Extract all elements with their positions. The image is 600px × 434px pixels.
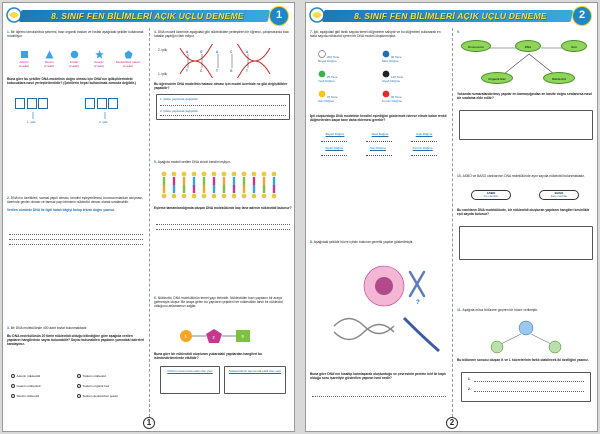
daughter-cell-l-icon: [549, 341, 561, 353]
star-shape-icon: [95, 50, 104, 59]
node-nukleotid: Nükleotid: [543, 72, 575, 84]
radio-circle-icon[interactable]: [77, 394, 81, 398]
column-divider: [149, 28, 150, 417]
phosphate-bead: [202, 194, 207, 199]
circle-shape-icon: [70, 50, 79, 59]
phosphate-bead: [182, 194, 187, 199]
phosphate-bead: [252, 172, 257, 177]
answer-box[interactable]: [85, 98, 95, 109]
button-sari: 70 Tane Sarı Düğme: [318, 90, 338, 103]
question-4: [154, 30, 292, 150]
phosphate-bead: [192, 172, 197, 177]
radio-circle-icon[interactable]: [11, 384, 15, 388]
base-rung: [263, 185, 265, 193]
question-6: [154, 296, 292, 426]
option-guanin[interactable]: Guanin nükleotidi: [11, 384, 40, 388]
square-shape-icon: [20, 50, 29, 59]
question-9: [457, 30, 595, 148]
answer-2-label: 2. iplikte yapılacak değişiklik:: [160, 109, 199, 113]
option-adenin[interactable]: Adenin nükleotidi: [11, 374, 40, 378]
mitosis-division-diagram: [481, 318, 571, 354]
phosphate-bead: [232, 172, 237, 177]
question-text: Aşağıda mitoz bölünme geçiren bir hücre verilmiştir.: [462, 308, 538, 312]
strand-bottom-label: 1. iplik: [158, 72, 168, 76]
radio-circle-icon[interactable]: [77, 374, 81, 378]
base-label: G: [230, 69, 233, 73]
parent-cell-icon: [519, 321, 533, 335]
phosphate-bead: [162, 194, 167, 199]
question-number: 4.: [154, 30, 157, 34]
dna-ladder-model: [158, 170, 288, 200]
white-button-icon: [318, 50, 326, 58]
triangle-shape-icon: [45, 50, 54, 59]
base-rung: [253, 177, 255, 185]
genetic-structures-illustration: [314, 256, 444, 366]
svg-text:1: 1: [184, 333, 187, 339]
option-sitozin[interactable]: Sitozin nükleotid: [11, 394, 39, 398]
green-button-icon: [318, 70, 326, 78]
question-number: 5.: [154, 160, 157, 164]
question-8: [310, 240, 448, 420]
phosphate-bead: [172, 194, 177, 199]
blue-button-icon: [382, 50, 390, 58]
page-badge: 1: [269, 6, 289, 26]
base-label: T: [246, 69, 248, 73]
phosphate-bead: [202, 172, 207, 177]
right-column: [154, 28, 292, 417]
phosphate-bead: [262, 194, 267, 199]
phosphate-bead: [182, 172, 187, 177]
base-rung: [163, 177, 165, 185]
question-prompt: Bu canlıların DNA molekülünde, bir nükleotidi oluşturan yapıların hangileri kesinlikle eşit sayıda bulunur?: [457, 208, 590, 217]
phosphate-bead: [272, 194, 277, 199]
page-header: [309, 6, 594, 26]
node-kromozom: Kromozom: [461, 40, 491, 52]
answer-lines[interactable]: [156, 220, 290, 230]
base-rung: [183, 177, 185, 185]
question-prompt: İpil oluşturduğu DNA modelinin kendini eşlediğini göstermek isterse elinde kalan renkli düğmelerden kaçar tane daha eklemesi gerekir?: [310, 114, 447, 123]
question-number: 6.: [154, 296, 157, 300]
strand-1-label: 1. iplik: [27, 120, 36, 124]
button-kirmizi: 30 Tane Kırmızı Düğme: [382, 90, 402, 103]
question-2: [7, 196, 145, 296]
option-toplam-organik-baz[interactable]: Toplam organik baz: [77, 384, 109, 388]
answer-box[interactable]: [461, 372, 591, 402]
question-text: Bir DNA molekülünde 400 adet fosfat bulunmaktadır.: [10, 326, 88, 330]
question-prompt: Bu öğrencinin DNA modelinin hatasız olması için model üzerinde ne gibi değişiklikler yapabilir?: [154, 82, 288, 91]
shape-sitozin: Sitozin (2 adet): [38, 50, 60, 68]
base-label: C: [230, 50, 233, 54]
base-rung: [213, 185, 215, 193]
question-10: [457, 174, 595, 280]
answer-1-label: 1.: [468, 377, 471, 381]
answer-lines[interactable]: [312, 392, 446, 397]
base-rung: [233, 185, 235, 193]
answer-box[interactable]: [15, 98, 25, 109]
node-dna: DNA: [515, 40, 541, 52]
answer-box[interactable]: [27, 98, 37, 109]
shape-adenin: Adenin (2 adet): [13, 50, 35, 68]
base-rung: [273, 177, 275, 185]
page-header: [6, 6, 291, 26]
question-number: 2.: [7, 196, 10, 200]
question-mark-icon: ?: [416, 300, 420, 306]
base-rung: [223, 185, 225, 193]
page-title: 8. SINIF FEN BİLİMLERİ AÇIK UÇLU DENEME: [354, 11, 547, 21]
phosphate-bead: [232, 194, 237, 199]
dna-helix-diagram: [158, 44, 288, 78]
node-organik-baz: Organik Baz: [481, 72, 513, 84]
button-inventory: [318, 50, 442, 110]
answer-box[interactable]: [108, 98, 118, 109]
base-label: G: [200, 50, 203, 54]
answer-box[interactable]: [459, 226, 593, 260]
button-beyaz: 200 Tane Beyaz Düğme: [318, 50, 339, 63]
question-text: Aşağıdaki şekilde hücre içinde bulunan genetik yapılar gösterilmiştir.: [313, 240, 414, 244]
base-rung: [163, 185, 165, 193]
base-rung: [233, 177, 235, 185]
base-rung: [203, 185, 205, 193]
phosphate-bead: [242, 194, 247, 199]
page-number: 2: [446, 417, 458, 429]
button-mavi: 30 Tane Mavi Düğme: [382, 50, 402, 63]
base-label: A: [216, 50, 219, 54]
base-rung: [243, 177, 245, 185]
question-prompt: Buna göre DNA'nın kısaltıp kalınlaşarak oluşturduğu ve çevresinin protein kılıf ile kaplı olduğu soru işaretiyle gösterilen yapının ismi nedir?: [310, 372, 446, 381]
pentagon-shape-icon: [124, 50, 133, 59]
phosphate-bead: [212, 172, 217, 177]
answer-table: Beyaz Düğme Mavi Düğme Yeşil Düğme Siyah Düğme Sarı Düğme Kırmızı Düğme: [312, 132, 446, 156]
shape-guanin: Guanin (2 adet): [88, 50, 110, 68]
question-1: [7, 30, 145, 134]
column-divider: [452, 28, 453, 417]
question-text: Aşağıda modeli verilen DNA zinciri kendini eşliyor.: [157, 160, 231, 164]
strand-top-label: 2. iplik: [158, 48, 168, 52]
question-prompt: Yukarıda numaralandırılmış yapılar en karmaşığından en basite doğru sıralanırsa nasıl bir sıralama elde edilir?: [457, 92, 592, 101]
question-number: 1.: [7, 30, 10, 34]
shape-deoksiriboz: Deoksiriboz şekeri (2 adet): [113, 50, 143, 68]
worksheet-page-2: [305, 2, 598, 432]
question-prompt: Buna göre bir nükleotidi oluşturan yukarıdaki yapılardan hangileri bu isimlendirilmelerde etkilidir?: [154, 352, 263, 361]
question-prompt: Buna göre bu şekiller DNA modelinin doğru olması için DNA'nın iplikçiklerindeki kutucuklara nasıl yerleştirilmelidir? (Şekillerin hepsi kullanılmak zorunda değildir.): [7, 77, 136, 86]
base-rung: [183, 185, 185, 193]
base-rung: [193, 177, 195, 185]
question-text: Bir öğrenci deoksiriboz şekerini, bazı organik bazları ve fosfatı aşağıdaki şekiller kullanarak modelliyor.: [7, 30, 144, 39]
question-text: DNA'nın özellikleri, sarmal yapılı olması, kendini eşleyebilmesi, kromozomlardan oluşması, üzerinde genler olması ve tamsal yapı biriminin nükleotid olması olarak sıralanabilir.: [7, 196, 143, 205]
answer-1-label: 1. iplikte yapılacak değişiklik:: [160, 97, 199, 101]
question-text: DNA modeli üzerinde aşağıdaki gibi nükleotidleri yerleştiren bir öğrenci, çalışmasında bazı hatalar yaptığını fark ediyor.: [154, 30, 290, 39]
svg-text:3: 3: [241, 333, 244, 339]
base-label: T: [216, 69, 218, 73]
radio-circle-icon[interactable]: [77, 384, 81, 388]
question-number: 8.: [310, 240, 313, 244]
phosphate-bead: [242, 172, 247, 177]
base-rung: [243, 185, 245, 193]
strand-2-label: 2. iplik: [99, 120, 108, 124]
base-label: A: [246, 50, 249, 54]
question-11: [457, 308, 595, 428]
question-number: 3.: [7, 326, 10, 330]
question-text: Nükleotid, DNA molekülünün temel yapı birimidir. Nükleotidler bazı yapıların bir araya gelmesiyle oluşur. Bir araya gelen bu yapıların çeşitleri her nükleotidin farklı bir nükleotid olduğunu anlamamızı sağlar.: [154, 296, 283, 309]
base-rung: [203, 177, 205, 185]
answer-box[interactable]: [97, 98, 107, 109]
question-prompt: Bu bölünme sonucu oluşan K ve L hücrelerinin farklı olabilecek iki özelliğini yazınız.: [457, 358, 589, 362]
phosphate-bead: [212, 194, 217, 199]
strand-1-boxes: [15, 98, 50, 110]
base-label: T: [186, 69, 188, 73]
answer-box[interactable]: [459, 110, 593, 140]
strand-2-boxes: [85, 98, 120, 110]
phosphate-bead: [162, 172, 167, 177]
question-number: 9.: [457, 30, 460, 34]
radio-circle-icon[interactable]: [11, 374, 15, 378]
worksheet-page-1: [2, 2, 295, 432]
phosphate-bead: [222, 172, 227, 177]
organism-asbo: ASBO bu canlılar: [471, 190, 511, 200]
question-prompt: Verilen cümlede DNA ile ilgili hatalı bilgiyi bulup tekrar doğru yazınız.: [7, 208, 115, 213]
phosphate-bead: [192, 194, 197, 199]
answer-box-1[interactable]: DNA'nın tanımında etkili olan yapı: [160, 366, 220, 394]
shape-legend: [13, 50, 141, 74]
left-column: [7, 28, 145, 417]
page-number: 1: [143, 417, 155, 429]
question-number: 7.: [310, 30, 313, 34]
answer-box[interactable]: [156, 94, 290, 120]
right-column: [457, 28, 595, 417]
question-number: 10.: [457, 174, 462, 178]
base-rung: [273, 185, 275, 193]
button-siyah: 120 Tane Siyah Düğme: [382, 70, 403, 83]
radio-circle-icon[interactable]: [11, 394, 15, 398]
option-toplam-deoksiriboz[interactable]: Toplam deoksiriboz şekeri: [77, 394, 118, 398]
black-button-icon: [382, 70, 390, 78]
base-rung: [263, 177, 265, 185]
base-rung: [223, 177, 225, 185]
daughter-cell-k-icon: [491, 341, 503, 353]
red-button-icon: [382, 90, 390, 98]
chromosome-icon: [410, 272, 424, 296]
phosphate-bead: [262, 172, 267, 177]
base-label: C: [200, 69, 203, 73]
phosphate-bead: [172, 172, 177, 177]
question-text: ASBO ve BASO canlılarının DNA molekülünde aynı sayıda nükleotid bulunmaktadır.: [462, 174, 586, 178]
base-rung: [213, 177, 215, 185]
question-text: İpil, aşağıdaki gibi farklı sayıda temel düğmelere sahiptir ve bu düğmeleri kullanarak en fazla sayıda nükleotid içeren bir DNA modeli oluşturmuştur.: [310, 30, 441, 39]
phosphate-bead: [252, 194, 257, 199]
question-5: [154, 160, 292, 250]
left-column: [310, 28, 448, 417]
option-toplam-nukleotid[interactable]: Toplam nükleotid: [77, 374, 106, 378]
question-prompt: Eşleme tamamlandığında oluşan DNA molekülünde kaç tane adenin nükleotidi bulunur?: [154, 206, 292, 210]
button-yesil: 25 Tane Yeşil Düğme: [318, 70, 338, 83]
organism-baso: BASO karo canlılar: [539, 190, 579, 200]
page-badge: 2: [572, 6, 592, 26]
base-rung: [193, 185, 195, 193]
base-label: A: [186, 50, 189, 54]
answer-2-label: 2.: [468, 387, 471, 391]
base-rung: [173, 185, 175, 193]
node-gen: Gen: [561, 40, 587, 52]
page-title: 8. SINIF FEN BİLİMLERİ AÇIK UÇLU DENEME: [51, 11, 244, 21]
question-prompt: Bu DNA molekülünün 20 timin nükleotidi olduğu bilindiğine göre aşağıda verilen yapıların hangilerinin sayısı bulunabilir? Sayısı bulunabilen yapıların yanındaki daireleri karalayınız.: [7, 334, 145, 347]
answer-box[interactable]: [38, 98, 48, 109]
question-3: [7, 326, 145, 426]
phosphate-bead: [222, 194, 227, 199]
answer-box-2[interactable]: Nükleotidlerin tanımında etkili olan yapı: [224, 366, 286, 394]
nucleotide-diagram: [176, 326, 266, 346]
yellow-button-icon: [318, 90, 326, 98]
base-rung: [253, 185, 255, 193]
svg-text:2: 2: [212, 334, 215, 340]
question-number: 11.: [457, 308, 462, 312]
phosphate-bead: [272, 172, 277, 177]
strand-pointer-arrows: [21, 112, 131, 124]
coiled-dna-icon: [404, 318, 439, 351]
shape-fosfat: Fosfat (2 adet): [63, 50, 85, 68]
answer-lines[interactable]: [9, 230, 143, 245]
base-rung: [173, 177, 175, 185]
question-7: [310, 30, 448, 180]
